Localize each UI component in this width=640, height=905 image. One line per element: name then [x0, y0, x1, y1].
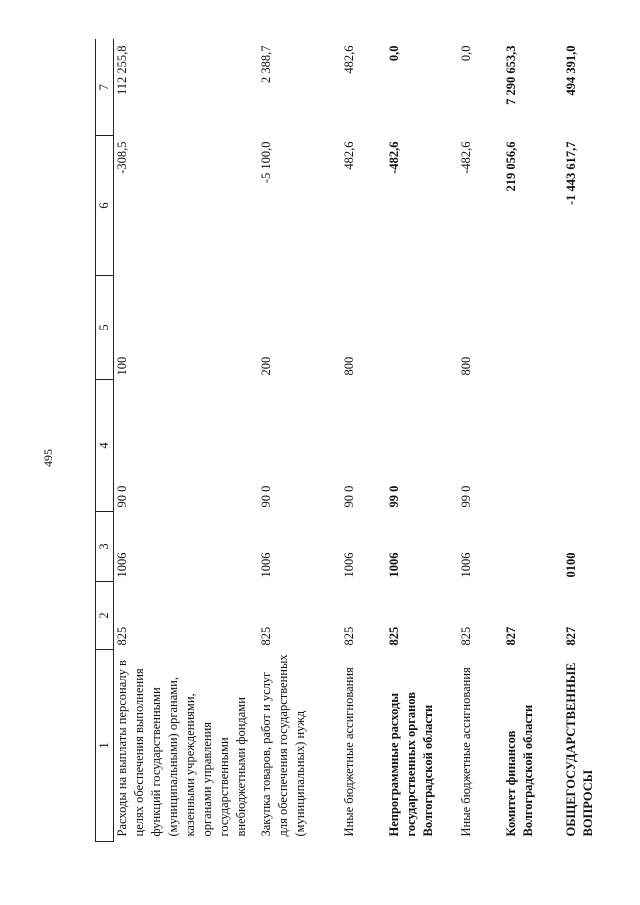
row-expense-type — [563, 276, 608, 380]
row-section-code: 1006 — [386, 552, 401, 578]
row-expense-type: 800 — [458, 356, 473, 376]
row-name: Иные бюджетные ассигнования — [341, 667, 356, 837]
column-header-6: 6 — [96, 136, 114, 276]
row-expense-type — [503, 276, 563, 380]
budget-table — [95, 40, 608, 843]
header-row — [96, 40, 114, 842]
table-row — [503, 40, 563, 842]
row-change-amount: -482,6 — [386, 141, 401, 174]
row-target-code — [503, 380, 563, 512]
column-header-1: 1 — [96, 650, 114, 842]
row-target-code: 90 0 — [341, 485, 356, 508]
table-row — [341, 40, 386, 842]
row-total-amount: 482,6 — [341, 45, 356, 74]
row-total-amount: 0,0 — [386, 45, 401, 62]
row-total-amount: 112 255,8 — [115, 45, 129, 96]
row-ministry-code: 827 — [503, 626, 518, 646]
row-ministry-code: 825 — [458, 626, 473, 646]
row-change-amount: -308,5 — [115, 141, 129, 174]
row-name: Закупка товаров, работ и услуг для обеспечения государственных (муниципальных) нужд — [258, 654, 307, 837]
row-expense-type: 200 — [258, 356, 273, 376]
table-row — [458, 40, 503, 842]
table-row — [386, 40, 458, 842]
row-total-amount: 7 290 653,3 — [503, 45, 518, 105]
row-section-code: 0100 — [563, 552, 578, 578]
row-ministry-code: 827 — [563, 626, 578, 646]
row-name: ОБЩЕГОСУДАРСТВЕННЫЕ ВОПРОСЫ — [563, 662, 595, 837]
table-row — [258, 40, 341, 842]
column-header-5: 5 — [96, 276, 114, 380]
row-name: Комитет финансов Волгоградской области — [503, 704, 535, 837]
table-row — [563, 40, 608, 842]
row-expense-type: 800 — [341, 356, 356, 376]
row-name: Иные бюджетные ассигнования — [458, 667, 473, 837]
row-target-code: 99 0 — [386, 485, 401, 508]
row-name: Непрограммные расходы государственных органов Волгоградской области — [386, 691, 435, 837]
column-header-7: 7 — [96, 40, 114, 136]
page-number: 495 — [41, 449, 55, 467]
budget-table-frame — [95, 40, 605, 842]
row-section-code: 1006 — [341, 552, 356, 578]
row-section-code: 1006 — [258, 552, 273, 578]
row-ministry-code: 825 — [258, 626, 273, 646]
row-target-code: 90 0 — [115, 485, 129, 508]
row-section-code: 1006 — [458, 552, 473, 578]
row-change-amount: -1 443 617,7 — [563, 141, 578, 206]
row-section-code: 1006 — [115, 552, 129, 578]
row-expense-type: 100 — [115, 356, 129, 376]
row-ministry-code: 825 — [115, 626, 129, 646]
row-target-code — [563, 380, 608, 512]
row-change-amount: -5 100,0 — [258, 141, 273, 184]
row-expense-type — [386, 276, 458, 380]
row-change-amount: 219 056,6 — [503, 141, 518, 192]
table-row — [114, 40, 258, 842]
column-header-4: 4 — [96, 380, 114, 512]
row-ministry-code: 825 — [341, 626, 356, 646]
row-change-amount: 482,6 — [341, 141, 356, 170]
column-header-2: 2 — [96, 582, 114, 650]
row-target-code: 99 0 — [458, 485, 473, 508]
column-header-3: 3 — [96, 512, 114, 582]
row-section-code — [503, 512, 563, 582]
row-ministry-code: 825 — [386, 626, 401, 646]
row-change-amount: -482,6 — [458, 141, 473, 174]
row-target-code: 90 0 — [258, 485, 273, 508]
row-total-amount: 0,0 — [458, 45, 473, 62]
row-total-amount: 494 391,0 — [563, 45, 578, 96]
row-name: Расходы на выплаты персоналу в целях обеспечения выполнения функций государственными (муниципальными) органами, казенными учреждениями, органами управления государственными внебюджетными фондами — [115, 660, 248, 837]
row-total-amount: 2 388,7 — [258, 45, 273, 83]
